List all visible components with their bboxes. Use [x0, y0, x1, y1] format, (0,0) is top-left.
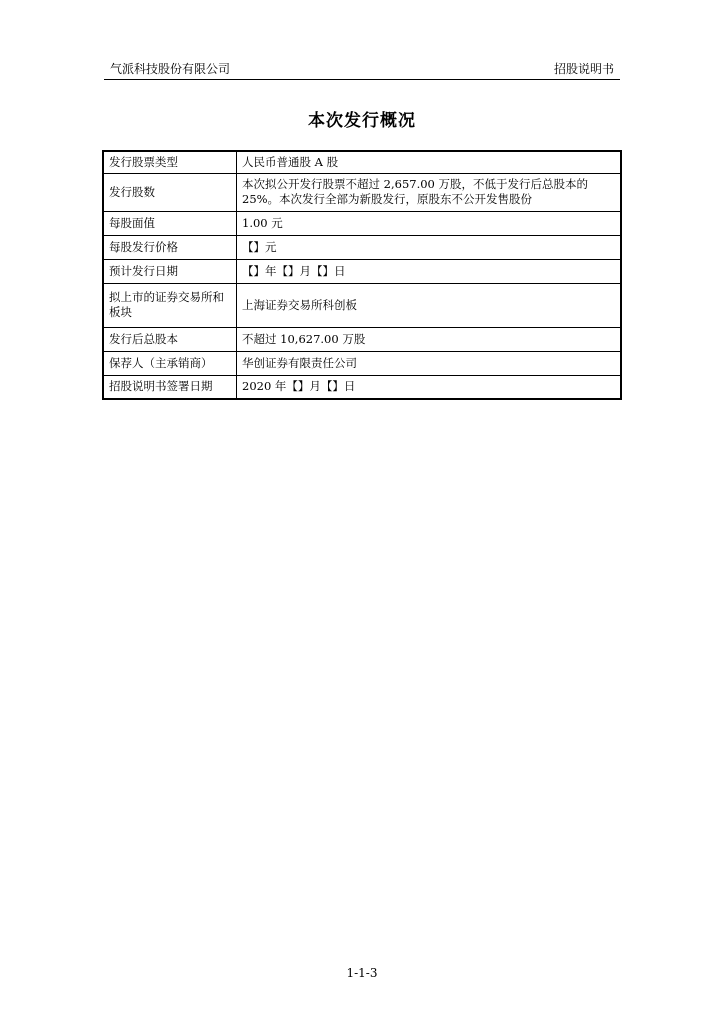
row-value: 1.00 元 — [237, 211, 622, 235]
row-value: 【】年【】月【】日 — [237, 259, 622, 283]
row-value: 2020 年【】月【】日 — [237, 375, 622, 399]
table-row — [103, 351, 621, 375]
table-row — [103, 173, 621, 211]
row-label: 拟上市的证券交易所和板块 — [103, 283, 237, 327]
table-row — [103, 283, 621, 327]
header-divider — [104, 79, 620, 80]
table-row — [103, 151, 621, 173]
header-doc-type: 招股说明书 — [553, 62, 614, 76]
row-value: 不超过 10,627.00 万股 — [237, 327, 622, 351]
row-value: 华创证券有限责任公司 — [237, 351, 622, 375]
table-row — [103, 211, 621, 235]
page-number: 1-1-3 — [346, 966, 378, 980]
table-row — [103, 375, 621, 399]
table-row — [103, 327, 621, 351]
table-row — [103, 259, 621, 283]
header-company: 气派科技股份有限公司 — [110, 62, 231, 76]
row-label: 发行后总股本 — [103, 327, 237, 351]
offering-summary-table — [102, 150, 622, 400]
row-value: 本次拟公开发行股票不超过 2,657.00 万股，不低于发行后总股本的 25%。本次发行全部为新股发行，原股东不公开发售股份 — [237, 173, 622, 211]
row-label: 发行股数 — [103, 173, 237, 211]
row-label: 预计发行日期 — [103, 259, 237, 283]
row-value: 【】元 — [237, 235, 622, 259]
row-value: 人民币普通股 A 股 — [237, 151, 622, 173]
row-value: 上海证券交易所科创板 — [237, 283, 622, 327]
row-label: 每股发行价格 — [103, 235, 237, 259]
row-label: 保荐人（主承销商） — [103, 351, 237, 375]
row-label: 招股说明书签署日期 — [103, 375, 237, 399]
table-row — [103, 235, 621, 259]
row-label: 每股面值 — [103, 211, 237, 235]
row-label: 发行股票类型 — [103, 151, 237, 173]
page-title: 本次发行概况 — [308, 111, 416, 131]
